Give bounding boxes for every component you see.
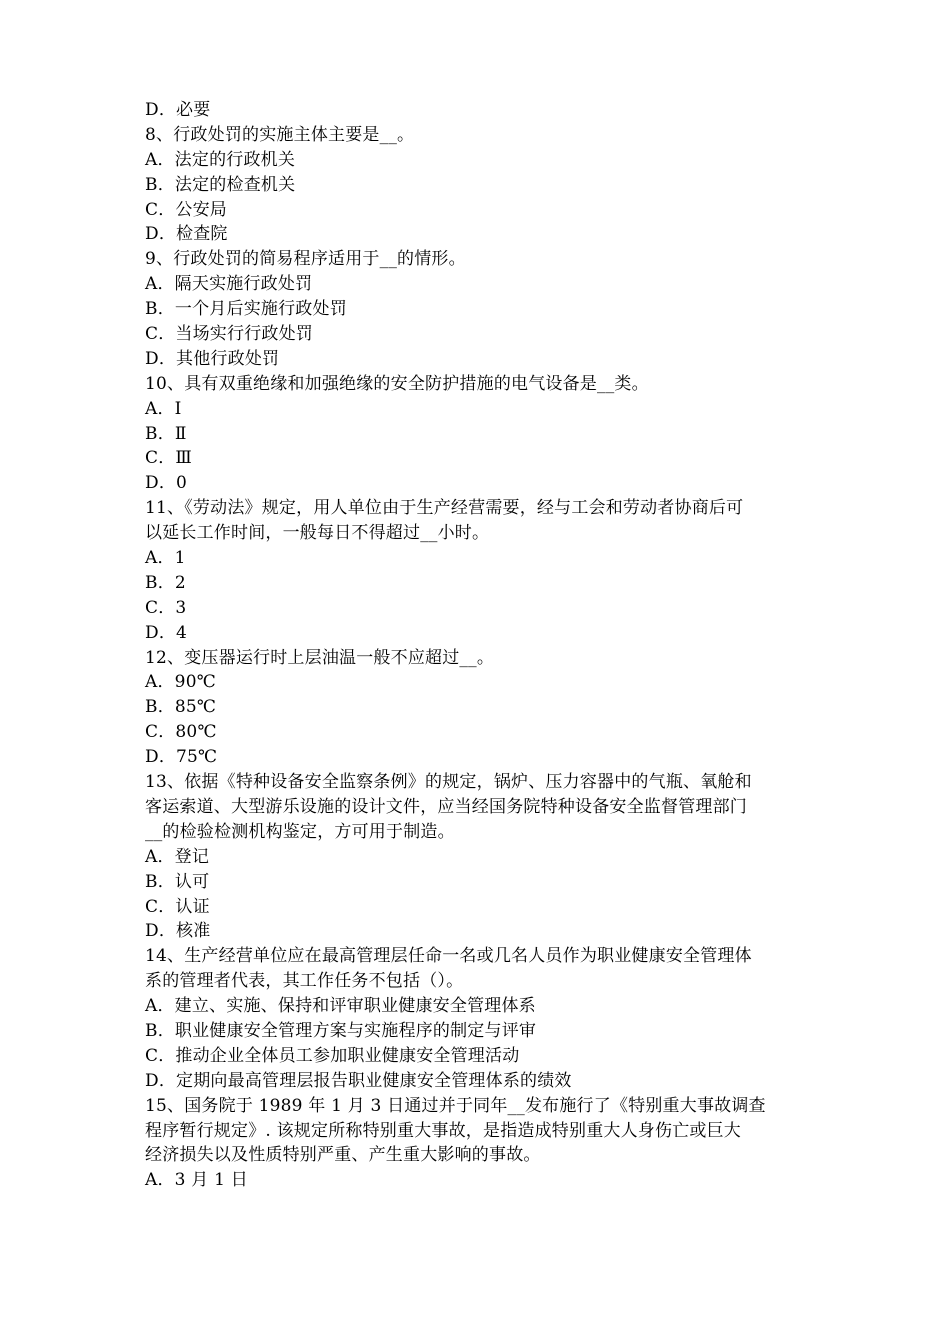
option-line: D．必要 <box>145 100 211 120</box>
option-line: D．0 <box>145 473 188 494</box>
option-line: A．登记 <box>145 846 210 867</box>
option-line: D．定期向最高管理层报告职业健康安全管理体系的绩效 <box>145 1070 572 1091</box>
option-line: A．90℃ <box>145 672 216 693</box>
question-line: 10、具有双重绝缘和加强绝缘的安全防护措施的电气设备是__类。 <box>145 373 649 394</box>
question-line: __的检验检测机构鉴定，方可用于制造。 <box>145 821 455 842</box>
option-line: D．检查院 <box>145 224 228 245</box>
option-line: C．Ⅲ <box>145 448 193 469</box>
question-line: 11、《劳动法》规定，用人单位由于生产经营需要，经与工会和劳动者协商后可 <box>145 498 744 519</box>
question-line: 以延长工作时间，一般每日不得超过__小时。 <box>145 523 490 544</box>
question-line: 15、国务院于 1989 年 1 月 3 日通过并于同年__发布施行了《特别重大事故调查 <box>145 1095 766 1116</box>
option-line: A．3 月 1 日 <box>145 1170 248 1191</box>
question-line: 13、依据《特种设备安全监察条例》的规定，锅炉、压力容器中的气瓶、氧舱和 <box>145 772 752 793</box>
option-line: B．Ⅱ <box>145 423 187 444</box>
option-line: C．80℃ <box>145 722 217 743</box>
document-body <box>145 98 815 1193</box>
option-line: A．法定的行政机关 <box>145 149 296 170</box>
option-line: C．3 <box>145 597 187 618</box>
option-line: D．其他行政处罚 <box>145 348 280 369</box>
option-line: B．认可 <box>145 871 210 892</box>
option-line: C．认证 <box>145 896 210 917</box>
option-line: B．一个月后实施行政处罚 <box>145 299 347 320</box>
option-line: C．推动企业全体员工参加职业健康安全管理活动 <box>145 1045 520 1066</box>
question-line: 8、行政处罚的实施主体主要是__。 <box>145 124 415 145</box>
option-line: B．法定的检查机关 <box>145 174 296 195</box>
question-line: 程序暂行规定》. 该规定所称特别重大事故，是指造成特别重大人身伤亡或巨大 <box>145 1120 742 1141</box>
option-line: D．75℃ <box>145 747 218 768</box>
option-line: C．公安局 <box>145 199 228 220</box>
option-line: B．职业健康安全管理方案与实施程序的制定与评审 <box>145 1020 537 1041</box>
option-line: D．核准 <box>145 921 211 942</box>
option-line: A．Ⅰ <box>145 398 182 419</box>
question-line: 9、行政处罚的简易程序适用于__的情形。 <box>145 249 466 270</box>
question-line: 14、生产经营单位应在最高管理层任命一名或几名人员作为职业健康安全管理体 <box>145 946 752 967</box>
question-line: 12、变压器运行时上层油温一般不应超过__。 <box>145 647 495 668</box>
question-line: 经济损失以及性质特别严重、产生重大影响的事故。 <box>145 1145 541 1166</box>
option-line: A．1 <box>145 548 186 569</box>
option-line: B．2 <box>145 572 186 593</box>
option-line: A．隔天实施行政处罚 <box>145 274 313 295</box>
question-line: 客运索道、大型游乐设施的设计文件，应当经国务院特种设备安全监督管理部门 <box>145 796 747 817</box>
option-line: D．4 <box>145 622 188 643</box>
option-line: C．当场实行行政处罚 <box>145 324 314 345</box>
option-line: B．85℃ <box>145 697 217 718</box>
question-line: 系的管理者代表，其工作任务不包括（）。 <box>145 971 464 992</box>
option-line: A．建立、实施、保持和评审职业健康安全管理体系 <box>145 996 536 1017</box>
